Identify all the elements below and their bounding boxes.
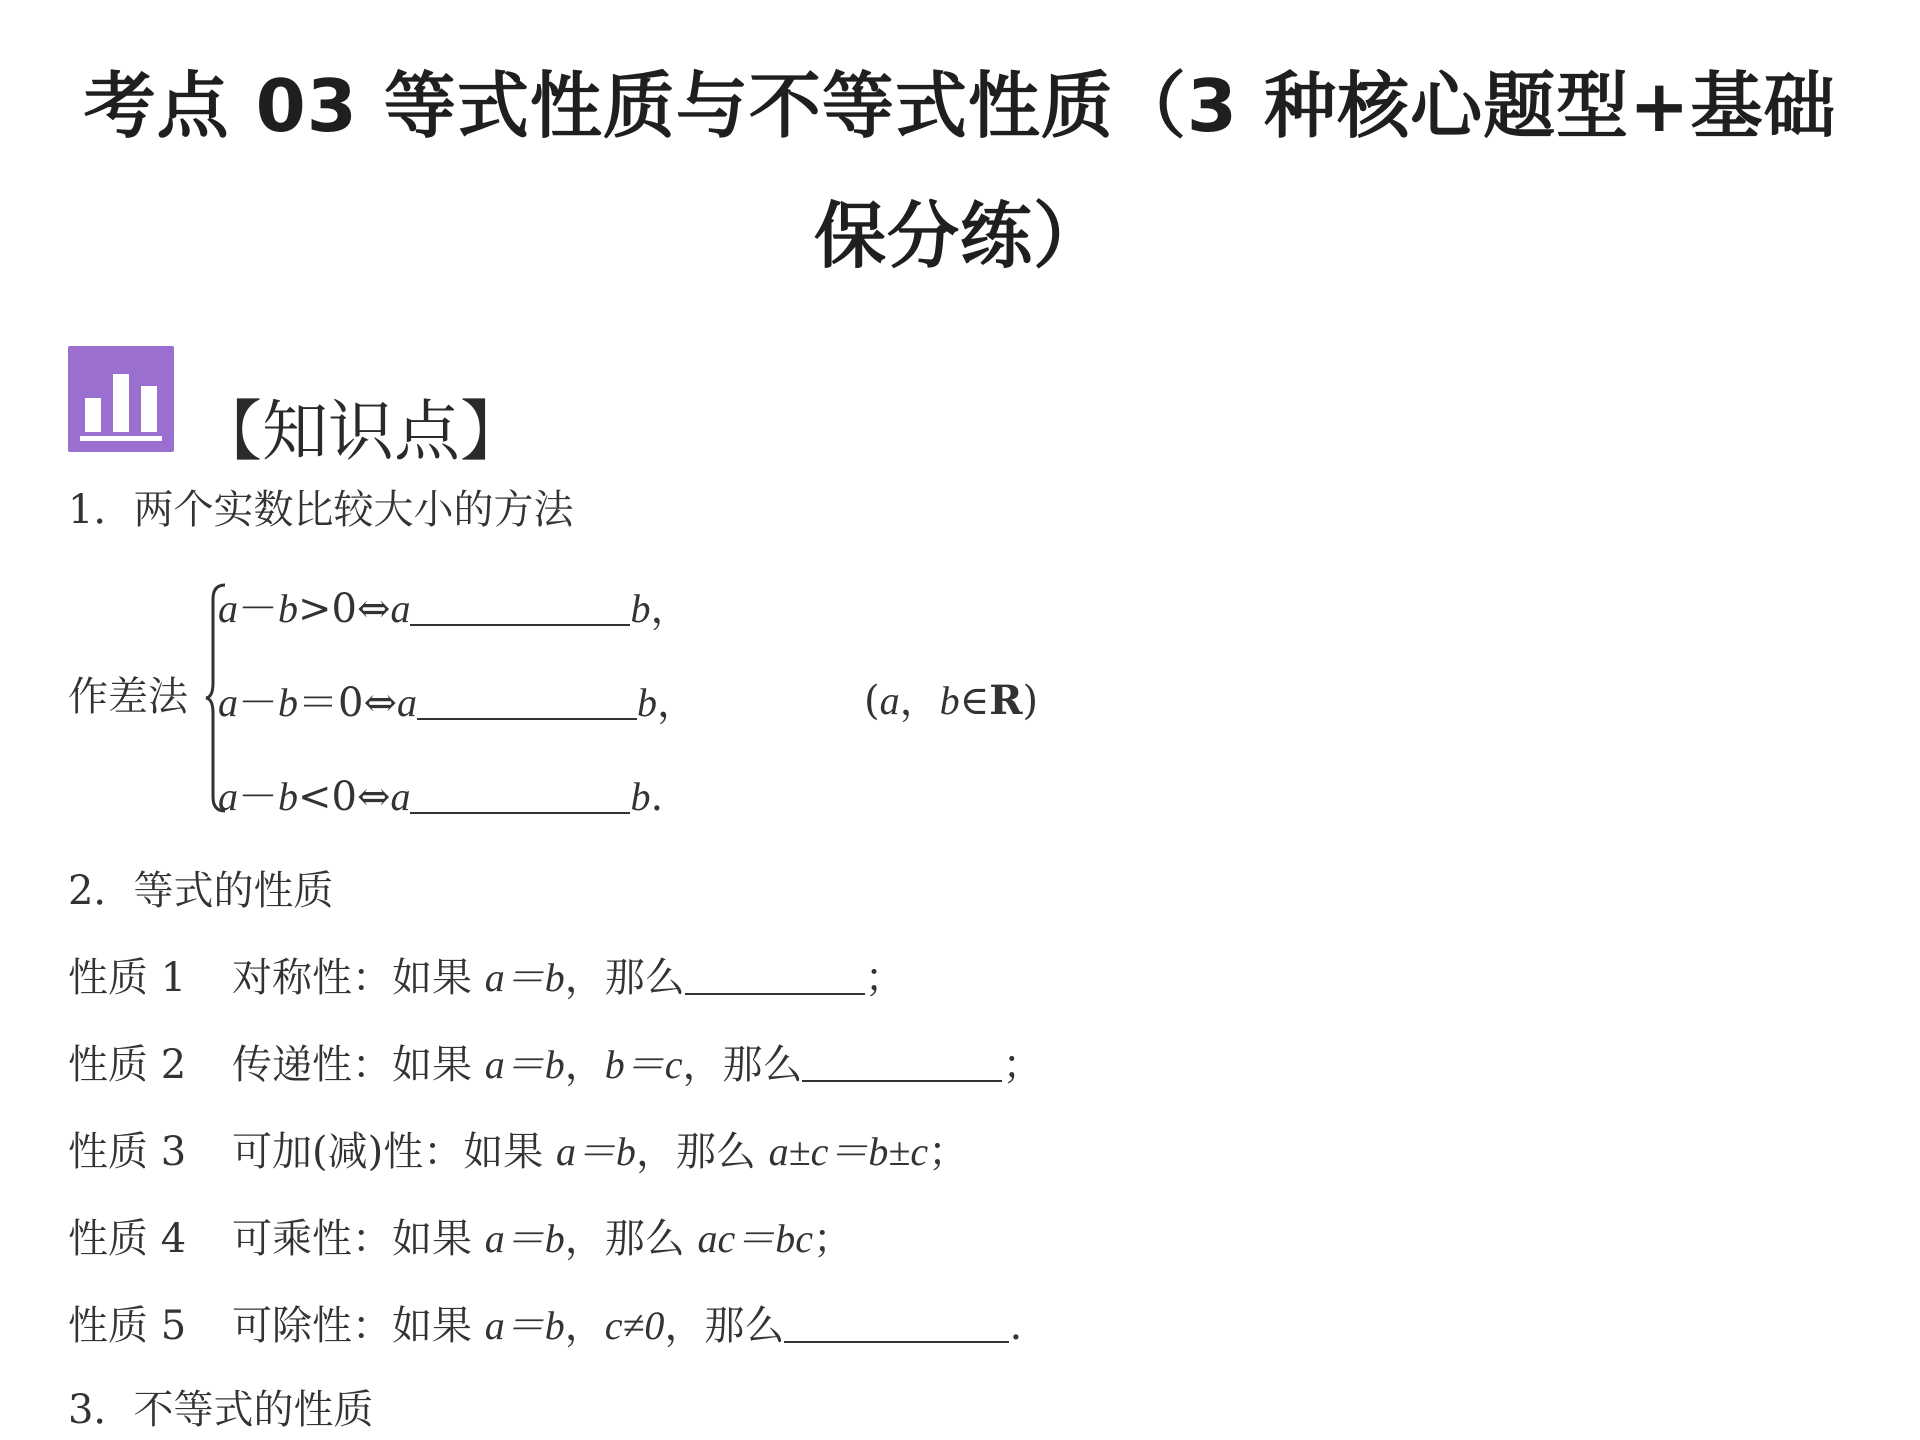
- section-title: 不等式的性质: [133, 1387, 374, 1433]
- section-title: 等式的性质: [133, 868, 334, 914]
- answer-blank[interactable]: [802, 1044, 1002, 1082]
- property-5: 性质 5 可除性：如果 a＝b，c≠0，那么 .: [68, 1303, 1023, 1349]
- method-label: 作差法: [68, 674, 188, 720]
- property-3: 性质 3 可加(减)性：如果 a＝b，那么 a±c＝b±c；: [68, 1129, 969, 1175]
- section-2-heading: [68, 866, 333, 916]
- bar-chart-icon: [68, 346, 174, 452]
- answer-blank[interactable]: [410, 588, 630, 626]
- answer-blank[interactable]: [417, 682, 637, 720]
- diff-row-3: a－b<0⇔a b.: [218, 774, 664, 820]
- diff-row-2: a－b＝0⇔a b，: [218, 680, 697, 726]
- section-number: 1．: [68, 487, 134, 533]
- answer-blank[interactable]: [410, 776, 630, 814]
- page-title-line-2: 保分练）: [813, 194, 1106, 278]
- real-number-condition: (a，b∈R): [864, 677, 1039, 724]
- property-2: 性质 2 传递性：如果 a＝b，b＝c，那么 ；: [68, 1042, 1043, 1088]
- page-title-line-1: 考点 03 等式性质与不等式性质（3 种核心题型+基础: [83, 64, 1837, 148]
- section-number: 3．: [68, 1387, 134, 1433]
- knowledge-heading: 【知识点】: [196, 393, 526, 470]
- property-1: 性质 1 对称性：如果 a＝b，那么 ；: [68, 955, 905, 1001]
- section-1-heading: [68, 485, 573, 535]
- property-4: 性质 4 可乘性：如果 a＝b，那么 ac＝bc；: [68, 1216, 853, 1262]
- section-title: 两个实数比较大小的方法: [133, 487, 574, 533]
- answer-blank[interactable]: [784, 1305, 1009, 1343]
- section-number: 2．: [68, 868, 134, 914]
- diff-row-1: a－b>0⇔a b，: [218, 586, 691, 632]
- section-3-heading: [68, 1385, 373, 1435]
- answer-blank[interactable]: [685, 957, 865, 995]
